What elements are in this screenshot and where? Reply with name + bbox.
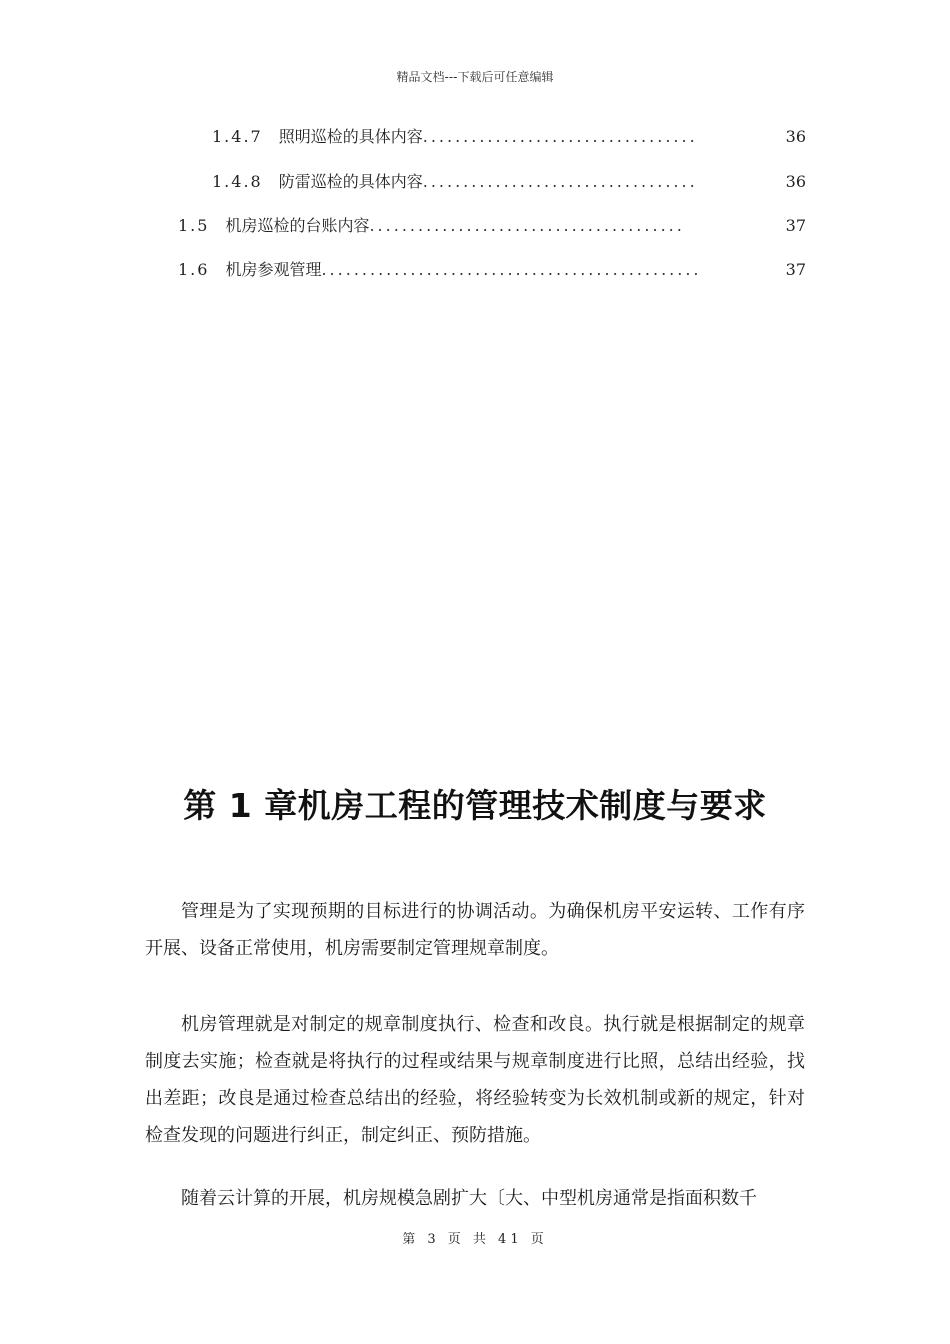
toc-entry-page: 36 — [785, 127, 806, 146]
toc-leader-dots: ............................................... — [321, 260, 702, 279]
page-footer: 第 3 页 共 41 页 — [402, 1232, 548, 1247]
chapter-title: 第 1 章机房工程的管理技术制度与要求 — [183, 786, 767, 825]
body-paragraph: 管理是为了实现预期的目标进行的协调活动。为确保机房平安运转、工作有序开展、设备正常使用，机房需要制定管理规章制度。 — [145, 901, 805, 959]
toc-entry-number: 1.6 — [178, 260, 210, 279]
toc-entry[interactable] — [212, 124, 806, 152]
toc-entry[interactable] — [178, 213, 806, 241]
toc-leader-dots: ....................................... — [369, 216, 685, 235]
toc-entry-number: 1.5 — [178, 216, 210, 235]
toc-entry-title: 机房巡检的台账内容 — [225, 216, 370, 235]
toc-leader-dots: .................................. — [422, 127, 698, 146]
toc-entry[interactable] — [178, 257, 806, 285]
toc-entry-page: 37 — [785, 216, 806, 235]
toc-entry-title: 照明巡检的具体内容 — [278, 127, 423, 146]
toc-leader-dots: .................................. — [422, 172, 698, 191]
toc-entry[interactable] — [212, 169, 806, 197]
page-header: 精品文档---下载后可任意编辑 — [396, 70, 554, 84]
toc-entry-number: 1.4.7 — [212, 127, 263, 146]
toc-entry-page: 37 — [785, 260, 806, 279]
toc-entry-number: 1.4.8 — [212, 172, 263, 191]
toc-entry-title: 机房参观管理 — [225, 260, 322, 279]
body-paragraph: 随着云计算的开展，机房规模急剧扩大〔大、中型机房通常是指面积数千 — [181, 1188, 757, 1209]
toc-entry-title: 防雷巡检的具体内容 — [278, 172, 423, 191]
body-paragraph: 机房管理就是对制定的规章制度执行、检查和改良。执行就是根据制定的规章制度去实施；检查就是将执行的过程或结果与规章制度进行比照，总结出经验，找出差距；改良是通过检查总结出的经验，将经验转变为长效机制或新的规定，针对检查发现的问题进行纠正，制定纠正、预防措施。 — [145, 1014, 805, 1146]
toc-entry-page: 36 — [785, 172, 806, 191]
